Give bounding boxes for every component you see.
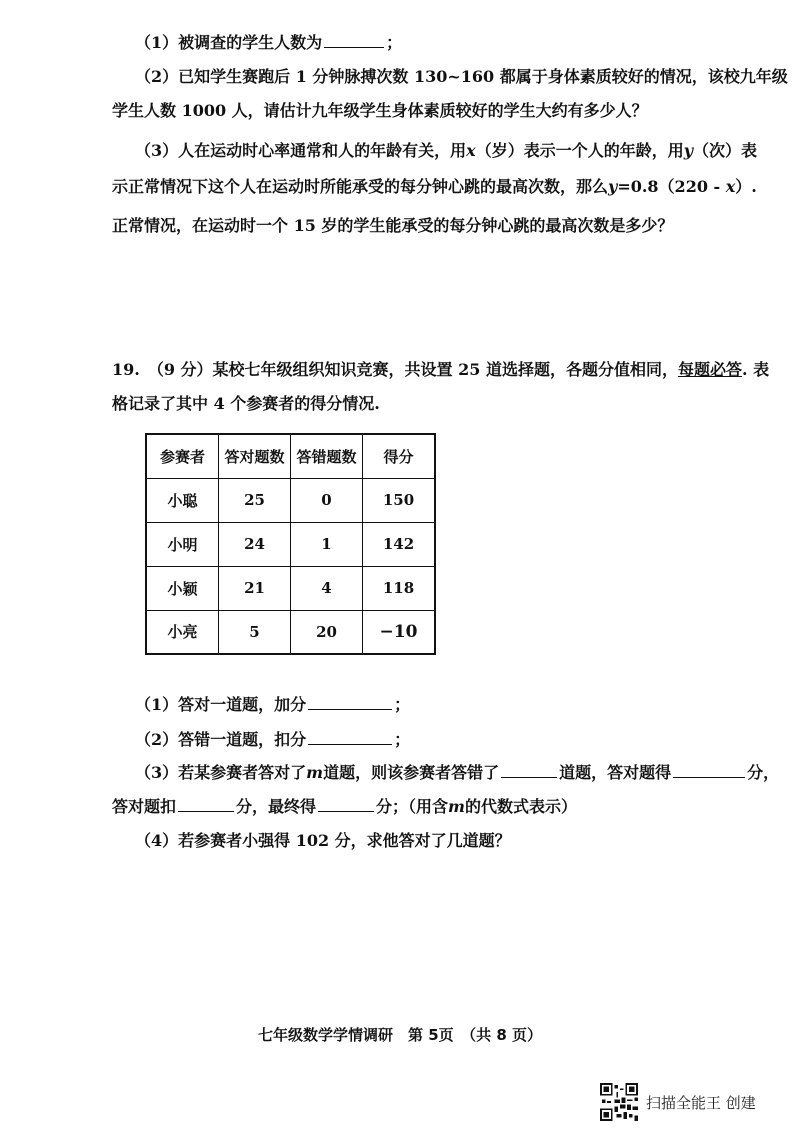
- table-header-cell: 参赛者: [146, 434, 219, 478]
- variable-y: y: [683, 141, 693, 160]
- q19-sub3-b: 道题，则该参赛者答错了: [323, 763, 500, 782]
- q19-sub3-line2: [112, 795, 577, 818]
- q19-sub4-text: （4）若参赛者小强得 102 分，求他答对了几道题？: [135, 831, 511, 850]
- q18-part1: [135, 31, 402, 54]
- table-cell: 20: [291, 610, 363, 654]
- q18-part3-text-3: 正常情况，在运动时一个 15 岁的学生能承受的每分钟心跳的最高次数是多少？: [112, 216, 674, 235]
- q19-sub1-text: （1）答对一道题，加分: [135, 695, 307, 714]
- q18-part2-text-1: （2）已知学生赛跑后 1 分钟脉搏次数 130~160 都属于身体素质较好的情况，该校九年级: [135, 67, 788, 86]
- formula-x: x: [725, 177, 736, 196]
- q18-part2-line1: [135, 66, 788, 88]
- table-row: [146, 566, 435, 610]
- q18-part1-text: （1）被调查的学生人数为: [135, 33, 323, 52]
- variable-m: m: [306, 763, 324, 782]
- formula-end: ）.: [735, 177, 757, 196]
- q19-sub1: [135, 693, 410, 716]
- variable-m: m: [448, 797, 465, 816]
- q19-intro-emphasis: 每题必答: [677, 360, 742, 379]
- formula-y: y: [608, 177, 618, 196]
- q19-intro-text-2: 格记录了其中 4 个参赛者的得分情况.: [112, 394, 380, 413]
- q18-part3-line2: [112, 176, 757, 198]
- scanner-watermark: [600, 1083, 756, 1121]
- table-header-cell: 答对题数: [219, 434, 291, 478]
- q19-sub2-end: ；: [394, 730, 411, 749]
- answer-blank[interactable]: [318, 795, 374, 812]
- q19-sub4: [135, 830, 511, 852]
- q18-part3-text-1b: （岁）表示一个人的年龄，用: [475, 141, 684, 160]
- q18-part3-text-1a: （3）人在运动时心率通常和人的年龄有关，用: [135, 141, 467, 160]
- q19-intro-line2: [112, 393, 380, 415]
- table-cell: 小颖: [146, 566, 219, 610]
- table-cell: 小明: [146, 522, 219, 566]
- variable-x: x: [466, 141, 476, 160]
- table-cell: 1: [291, 522, 363, 566]
- table-cell: 小亮: [146, 610, 219, 654]
- formula-mid: =0.8（220 -: [617, 177, 726, 196]
- q19-sub3-c: 道题，答对题得: [559, 763, 672, 782]
- table-row: [146, 610, 435, 654]
- q19-sub3-line2-b: 分，最终得: [236, 797, 317, 816]
- score-table: [145, 433, 436, 655]
- q19-intro-line1: [112, 359, 769, 381]
- table-cell: 小聪: [146, 478, 219, 522]
- q19-intro-b: . 表: [741, 360, 770, 379]
- q19-sub2-text: （2）答错一道题，扣分: [135, 730, 307, 749]
- q19-sub3-d: 分，: [747, 763, 780, 782]
- q19-sub3-a: （3）若某参赛者答对了: [135, 763, 307, 782]
- table-row: [146, 478, 435, 522]
- q19-sub3-line2-c: 分；（用含: [376, 797, 449, 816]
- answer-blank[interactable]: [673, 761, 745, 778]
- q18-part3-text-1c: （次）表: [693, 141, 758, 160]
- table-row: [146, 522, 435, 566]
- q18-part2-line2: [112, 100, 648, 122]
- table-cell: 24: [219, 522, 291, 566]
- table-cell: 0: [291, 478, 363, 522]
- q19-sub3-line2-a: 答对题扣: [112, 797, 177, 816]
- page-footer: 七年级数学学情调研 第 5页 （共 8 页）: [257, 1026, 543, 1044]
- table-cell: 21: [219, 566, 291, 610]
- table-cell: 4: [291, 566, 363, 610]
- table-header-row: [146, 434, 435, 478]
- answer-blank[interactable]: [178, 795, 234, 812]
- answer-blank[interactable]: [324, 31, 384, 48]
- table-header-cell: 得分: [363, 434, 436, 478]
- table-cell: 25: [219, 478, 291, 522]
- q18-part3-line1: [135, 140, 757, 162]
- q18-part3-line3: [112, 215, 673, 237]
- answer-blank[interactable]: [501, 761, 557, 778]
- q18-part3-text-2a: 示正常情况下这个人在运动时所能承受的每分钟心跳的最高次数，那么: [112, 177, 609, 196]
- table-header-cell: 答错题数: [291, 434, 363, 478]
- q19-intro-a: 19. （9 分）某校七年级组织知识竞赛，共设置 25 道选择题，各题分值相同，: [112, 360, 678, 379]
- table-cell: 142: [363, 522, 436, 566]
- table-cell: 5: [219, 610, 291, 654]
- q19-sub3-line2-d: 的代数式表示）: [464, 797, 577, 816]
- q19-sub3-line1: [135, 761, 779, 784]
- q18-part2-text-2: 学生人数 1000 人，请估计九年级学生身体素质较好的学生大约有多少人？: [112, 101, 648, 120]
- qr-code-icon: [600, 1083, 638, 1121]
- table-cell: 150: [363, 478, 436, 522]
- q19-sub1-end: ；: [394, 695, 411, 714]
- table-cell: −10: [363, 610, 436, 654]
- q18-part1-end: ；: [386, 33, 403, 52]
- answer-blank[interactable]: [308, 693, 392, 710]
- answer-blank[interactable]: [308, 728, 392, 745]
- watermark-text: 扫描全能王 创建: [646, 1093, 756, 1112]
- table-cell: 118: [363, 566, 436, 610]
- q19-sub2: [135, 728, 410, 751]
